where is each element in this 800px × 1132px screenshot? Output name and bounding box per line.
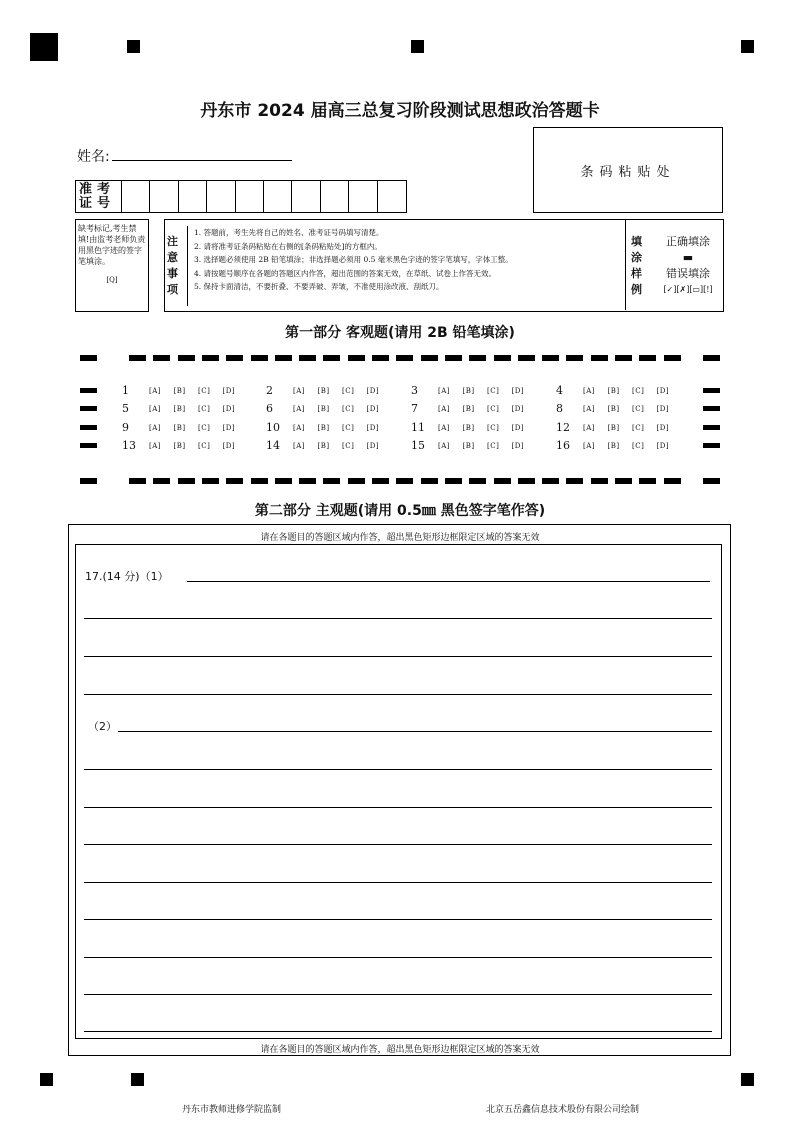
option-bubble[interactable]: [A] <box>438 387 451 395</box>
option-bubble[interactable]: [B] <box>173 405 186 413</box>
timing-marker <box>741 40 754 53</box>
option-bubble[interactable]: [D] <box>222 405 236 413</box>
option-bubble[interactable]: [B] <box>317 442 330 450</box>
timing-dash <box>591 478 608 484</box>
option-bubble[interactable]: [D] <box>656 405 670 413</box>
exam-id-cell[interactable] <box>150 181 178 212</box>
option-bubble[interactable]: [B] <box>462 387 475 395</box>
option-bubble[interactable]: [C] <box>487 405 500 413</box>
option-bubble[interactable]: [C] <box>342 424 355 432</box>
timing-dash <box>518 478 535 484</box>
option-bubble[interactable]: [D] <box>511 442 525 450</box>
exam-id-label: 准考证号 <box>76 181 122 212</box>
timing-dash <box>445 355 462 361</box>
exam-id-cell[interactable] <box>179 181 207 212</box>
option-bubble[interactable]: [C] <box>342 387 355 395</box>
row-marker <box>703 388 720 393</box>
option-group <box>438 387 536 395</box>
option-bubble[interactable]: [D] <box>222 442 236 450</box>
option-bubble[interactable]: [D] <box>366 424 380 432</box>
timing-dash <box>275 478 292 484</box>
option-bubble[interactable]: [D] <box>222 387 236 395</box>
timing-dash <box>323 355 340 361</box>
timing-dash <box>591 355 608 361</box>
q17-sub2-label: （2） <box>88 720 117 733</box>
question-number: 13 <box>122 439 136 452</box>
correct-fill-mark: ▬ <box>682 251 694 264</box>
timing-dash <box>518 355 535 361</box>
timing-dash <box>372 478 389 484</box>
option-group <box>149 442 247 450</box>
timing-bar-top <box>0 355 800 361</box>
timing-dash <box>494 478 511 484</box>
writing-line[interactable] <box>84 919 712 920</box>
option-group <box>293 442 391 450</box>
note-item: 2. 请将准考证条码粘贴在右侧的[条码粘贴处]的方框内。 <box>194 241 382 251</box>
option-bubble[interactable]: [B] <box>607 387 620 395</box>
option-group <box>149 405 247 413</box>
option-bubble[interactable]: [A] <box>149 424 162 432</box>
option-bubble[interactable]: [B] <box>607 405 620 413</box>
writing-line[interactable] <box>84 1031 712 1032</box>
option-bubble[interactable]: [B] <box>317 424 330 432</box>
correct-fill-label: 正确填涂 <box>666 235 710 248</box>
timing-dash <box>664 355 681 361</box>
writing-line[interactable] <box>84 769 712 770</box>
q17-label: 17.(14 分)（1） <box>85 570 169 583</box>
timing-dash <box>299 478 316 484</box>
option-group <box>149 387 247 395</box>
option-bubble[interactable]: [C] <box>632 405 645 413</box>
timing-marker <box>127 40 140 53</box>
option-bubble[interactable]: [A] <box>438 405 451 413</box>
timing-dash <box>615 478 632 484</box>
question-number: 10 <box>266 421 280 434</box>
question-number: 11 <box>411 421 425 434</box>
timing-marker <box>741 1073 754 1086</box>
option-bubble[interactable]: [A] <box>149 405 162 413</box>
fill-example-label: 填涂样例 <box>631 235 642 296</box>
option-bubble[interactable]: [D] <box>222 424 236 432</box>
note-item: 4. 请按题号顺序在各题的答题区内作答，超出范围的答案无效，在草纸、试卷上作答无效。 <box>194 268 497 278</box>
timing-dash <box>153 478 170 484</box>
option-group <box>583 387 681 395</box>
question-number: 16 <box>556 439 570 452</box>
option-bubble[interactable]: [D] <box>366 387 380 395</box>
name-label: 姓名: <box>77 149 110 165</box>
timing-dash <box>178 478 195 484</box>
option-bubble[interactable]: [B] <box>173 424 186 432</box>
timing-dash <box>566 355 583 361</box>
writing-line[interactable] <box>84 882 712 883</box>
option-bubble[interactable]: [A] <box>293 405 306 413</box>
option-bubble[interactable]: [D] <box>511 405 525 413</box>
timing-dash <box>129 355 146 361</box>
timing-dash <box>445 478 462 484</box>
exam-id-cell[interactable] <box>122 181 150 212</box>
row-marker <box>703 406 720 411</box>
timing-bar-bottom <box>0 478 800 484</box>
row-marker <box>80 406 97 411</box>
exam-id-cell[interactable] <box>292 181 320 212</box>
option-bubble[interactable]: [A] <box>149 387 162 395</box>
note-item: 5. 保持卡面清洁，不要折叠、不要弄破、弄皱，不准使用涂改液、刮纸刀。 <box>194 282 444 291</box>
option-bubble[interactable]: [C] <box>198 442 211 450</box>
writing-line[interactable] <box>84 994 712 995</box>
option-bubble[interactable]: [B] <box>317 405 330 413</box>
option-group <box>293 387 391 395</box>
question-number: 6 <box>266 402 273 415</box>
option-bubble[interactable]: [A] <box>438 424 451 432</box>
question-number: 5 <box>122 402 129 415</box>
timing-dash <box>703 355 720 361</box>
option-bubble[interactable]: [B] <box>173 442 186 450</box>
alignment-marker <box>30 33 58 61</box>
row-marker <box>703 443 720 448</box>
part2-title: 第二部分 主观题(请用 0.5㎜ 黑色签字笔作答) <box>254 503 546 519</box>
option-bubble[interactable]: [C] <box>632 424 645 432</box>
note-item: 1. 答题前，考生先将自己的姓名、准考证号码填写清楚。 <box>194 228 384 237</box>
writing-line[interactable] <box>84 656 712 657</box>
row-marker <box>703 425 720 430</box>
timing-dash <box>80 355 97 361</box>
timing-dash <box>542 355 559 361</box>
option-group <box>438 405 536 413</box>
option-bubble[interactable]: [B] <box>462 442 475 450</box>
answer-notice-bottom: 请在各题目的答题区域内作答，超出黑色矩形边框限定区域的答案无效 <box>260 1045 540 1055</box>
timing-dash <box>469 355 486 361</box>
timing-dash <box>494 355 511 361</box>
timing-dash <box>153 355 170 361</box>
timing-dash <box>615 355 632 361</box>
timing-dash <box>469 478 486 484</box>
option-bubble[interactable]: [D] <box>366 405 380 413</box>
option-bubble[interactable]: [A] <box>583 387 596 395</box>
option-bubble[interactable]: [A] <box>583 405 596 413</box>
timing-dash <box>396 355 413 361</box>
timing-dash <box>299 355 316 361</box>
option-bubble[interactable]: [B] <box>462 405 475 413</box>
timing-dash <box>226 478 243 484</box>
question-number: 9 <box>122 421 129 434</box>
divider <box>625 220 626 310</box>
option-group <box>583 405 681 413</box>
timing-dash <box>226 355 243 361</box>
timing-dash <box>664 478 681 484</box>
writing-line[interactable] <box>84 844 712 845</box>
timing-dash <box>251 478 268 484</box>
option-bubble[interactable]: [A] <box>583 424 596 432</box>
notes-list <box>187 226 630 306</box>
option-bubble[interactable]: [A] <box>293 442 306 450</box>
writing-line[interactable] <box>84 957 712 958</box>
option-bubble[interactable]: [C] <box>198 387 211 395</box>
timing-marker <box>411 40 424 53</box>
timing-marker <box>131 1073 144 1086</box>
question-number: 15 <box>411 439 425 452</box>
option-group <box>583 424 681 432</box>
exam-id-cell[interactable] <box>378 181 406 212</box>
timing-dash <box>703 478 720 484</box>
exam-id-cell[interactable] <box>264 181 292 212</box>
row-marker <box>80 443 97 448</box>
question-number: 8 <box>556 402 563 415</box>
notes-label: 注意事项 <box>167 235 178 296</box>
exam-id-grid <box>75 180 407 213</box>
option-bubble[interactable]: [D] <box>656 442 670 450</box>
option-bubble[interactable]: [B] <box>462 424 475 432</box>
notes-box <box>164 219 724 312</box>
barcode-area: 条码粘贴处 <box>533 127 723 213</box>
timing-dash <box>80 478 97 484</box>
name-field[interactable] <box>112 160 292 161</box>
timing-dash <box>323 478 340 484</box>
option-bubble[interactable]: [D] <box>656 387 670 395</box>
missing-exam-text: 缺考标记,考生禁填!由监考老师负责用黑色字迹的签字笔填涂。 <box>78 224 146 266</box>
wrong-fill-label: 错误填涂 <box>666 267 710 280</box>
part1-title: 第一部分 客观题(请用 2B 铅笔填涂) <box>285 325 515 341</box>
question-number: 2 <box>266 384 273 397</box>
option-bubble[interactable]: [D] <box>511 424 525 432</box>
row-marker <box>80 388 97 393</box>
question-number: 12 <box>556 421 570 434</box>
question-number: 1 <box>122 384 129 397</box>
writing-line[interactable] <box>84 807 712 808</box>
option-bubble[interactable]: [C] <box>632 442 645 450</box>
option-bubble[interactable]: [B] <box>607 424 620 432</box>
option-bubble[interactable]: [C] <box>198 424 211 432</box>
exam-id-cell[interactable] <box>321 181 349 212</box>
exam-id-cell[interactable] <box>349 181 377 212</box>
option-group <box>583 442 681 450</box>
missing-exam-mark-box <box>75 219 149 312</box>
option-bubble[interactable]: [B] <box>607 442 620 450</box>
footer-left: 丹东市教师进修学院监制 <box>182 1105 282 1115</box>
timing-dash <box>251 355 268 361</box>
option-bubble[interactable]: [D] <box>366 442 380 450</box>
option-bubble[interactable]: [A] <box>438 442 451 450</box>
wrong-fill-marks: [✓][✗][▭][!] <box>663 285 713 294</box>
option-group <box>438 424 536 432</box>
option-group <box>293 424 391 432</box>
footer-right: 北京五岳鑫信息技术股份有限公司绘制 <box>486 1105 640 1115</box>
question-number: 14 <box>266 439 280 452</box>
option-bubble[interactable]: [C] <box>198 405 211 413</box>
exam-id-cell[interactable] <box>236 181 264 212</box>
exam-id-cell[interactable] <box>207 181 235 212</box>
page-title: 丹东市 2024 届高三总复习阶段测试思想政治答题卡 <box>200 101 600 121</box>
fill-example <box>655 234 721 298</box>
option-group <box>149 424 247 432</box>
option-bubble[interactable]: [C] <box>632 387 645 395</box>
option-group <box>438 442 536 450</box>
option-bubble[interactable]: [D] <box>656 424 670 432</box>
option-bubble[interactable]: [C] <box>342 442 355 450</box>
timing-dash <box>542 478 559 484</box>
timing-dash <box>421 355 438 361</box>
option-bubble[interactable]: [D] <box>511 387 525 395</box>
timing-dash <box>421 478 438 484</box>
writing-line[interactable] <box>84 694 712 695</box>
answer-notice-top: 请在各题目的答题区域内作答，超出黑色矩形边框限定区域的答案无效 <box>260 533 540 543</box>
timing-dash <box>178 355 195 361</box>
option-bubble[interactable]: [B] <box>317 387 330 395</box>
timing-marker <box>40 1073 53 1086</box>
timing-dash <box>202 478 219 484</box>
writing-line[interactable] <box>187 581 710 582</box>
row-marker <box>80 425 97 430</box>
question-number: 4 <box>556 384 563 397</box>
option-bubble[interactable]: [A] <box>293 387 306 395</box>
option-bubble[interactable]: [A] <box>149 442 162 450</box>
option-group <box>293 405 391 413</box>
timing-dash <box>202 355 219 361</box>
timing-dash <box>348 478 365 484</box>
option-bubble[interactable]: [C] <box>487 442 500 450</box>
timing-dash <box>566 478 583 484</box>
option-bubble[interactable]: [B] <box>173 387 186 395</box>
question-number: 3 <box>411 384 418 397</box>
option-bubble[interactable]: [C] <box>487 387 500 395</box>
option-bubble[interactable]: [A] <box>293 424 306 432</box>
option-bubble[interactable]: [C] <box>487 424 500 432</box>
option-bubble[interactable]: [A] <box>583 442 596 450</box>
question-number: 7 <box>411 402 418 415</box>
timing-dash <box>275 355 292 361</box>
note-item: 3. 选择题必须使用 2B 铅笔填涂；非选择题必须用 0.5 毫米黑色字迹的签字笔填写，字体工整。 <box>194 255 513 264</box>
timing-dash <box>639 355 656 361</box>
option-bubble[interactable]: [C] <box>342 405 355 413</box>
writing-line[interactable] <box>118 731 712 732</box>
timing-dash <box>129 478 146 484</box>
missing-exam-checkbox[interactable]: [Q] <box>106 276 118 284</box>
writing-line[interactable] <box>84 618 712 619</box>
timing-dash <box>372 355 389 361</box>
timing-dash <box>639 478 656 484</box>
timing-dash <box>348 355 365 361</box>
timing-dash <box>396 478 413 484</box>
